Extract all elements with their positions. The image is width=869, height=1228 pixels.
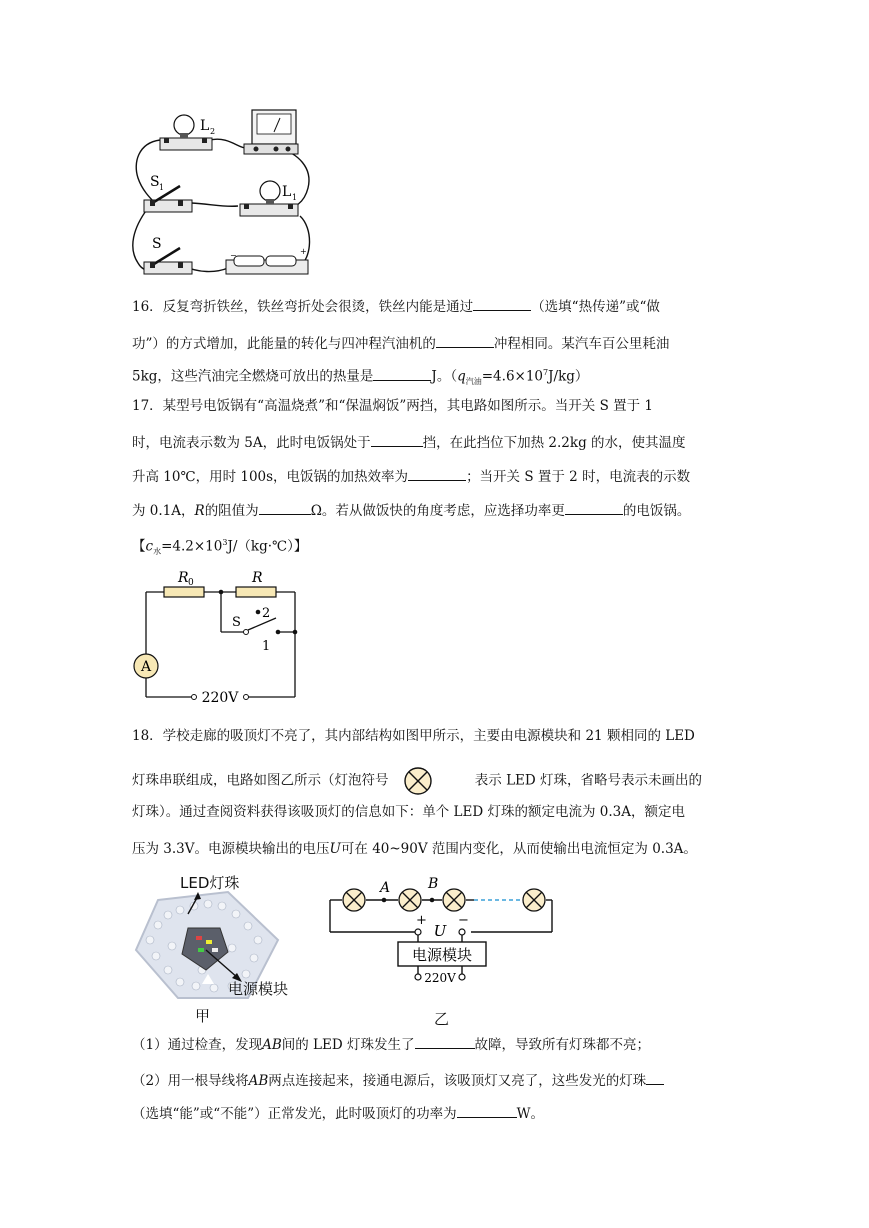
q17-text: ；当开关 S 置于 2 时，电流表的示数: [466, 469, 691, 485]
svg-text:+: +: [300, 247, 307, 256]
q18-blank-1[interactable]: [415, 1034, 475, 1049]
q-symbol: q: [457, 368, 466, 385]
svg-text:−: −: [230, 251, 237, 260]
label-a: A: [380, 880, 391, 896]
q18-text: （2）用一根导线将: [132, 1073, 249, 1089]
q18-text: 表示 LED 灯珠，省略号表示未画出的: [474, 772, 703, 789]
q17-blank-2[interactable]: [408, 466, 466, 481]
q17-circuit-diagram: [128, 566, 308, 708]
q16-line-3: [132, 364, 588, 391]
q18-line-1: [132, 727, 695, 745]
q18-text: 压为 3.3V。电源模块输出的电压: [132, 841, 330, 857]
switch-contact-2: [256, 610, 261, 615]
fig-jia-module-label: 电源模块: [228, 980, 289, 998]
led-lamp-icon: [523, 889, 545, 911]
q17-text: 为 0.1A，: [132, 503, 195, 519]
switch-contact-1: [276, 630, 281, 635]
led-lamp-symbol-icon: [403, 766, 437, 796]
q17-line-5: [132, 534, 307, 561]
led-lamp-icon: [399, 889, 421, 911]
q18-text: 灯珠串联组成，电路如图乙所示（灯泡符号: [132, 772, 389, 789]
c-subscript: 水: [153, 547, 162, 557]
ammeter-icon: [244, 110, 298, 154]
switch-pos-1: 1: [262, 639, 271, 654]
label-plus: +: [416, 913, 427, 928]
ab-symbol: AB: [262, 1037, 282, 1053]
q18-text: （1）通过检查，发现: [132, 1037, 263, 1053]
point-b-dot: [430, 898, 435, 903]
svg-text:1: 1: [292, 193, 298, 202]
junction-dot: [293, 630, 298, 635]
q16-text: 5kg，这些汽油完全燃烧可放出的热量是: [132, 368, 374, 385]
svg-text:L: L: [282, 184, 292, 200]
label-minus: −: [458, 913, 469, 928]
q16-text: （选填“热传递”或“做: [531, 299, 660, 315]
q18-text: 间的 LED 灯珠发生了: [281, 1037, 415, 1053]
q18-text: 可在 40~90V 范围内变化，从而使输出电流恒定为 0.3A。: [340, 841, 697, 857]
terminal: [192, 695, 197, 700]
q17-text: 17．某型号电饭锅有“高温烧煮”和“保温焖饭”两挡，其电路如图所示。当开关 S 置于 1: [132, 398, 653, 414]
voltage-label: 220V: [201, 690, 239, 706]
q18-line-3: [132, 803, 685, 821]
terminal: [244, 695, 249, 700]
voltage-220v-label: 220V: [424, 971, 456, 985]
exponent: 7: [543, 368, 549, 377]
point-a-dot: [382, 898, 387, 903]
resistor-r: [236, 587, 276, 597]
r-symbol: R: [194, 503, 205, 519]
ammeter-label: A: [140, 659, 152, 675]
terminal: [415, 974, 421, 980]
q17-text: =4.2×10: [161, 538, 223, 555]
fig-yi-led-circuit: [326, 872, 558, 1002]
q18-text: （选填“能”或“不能”）正常发光，此时吸顶灯的功率为: [132, 1106, 457, 1122]
terminal: [459, 974, 465, 980]
fig-jia-led-board: [128, 870, 308, 1030]
label-u: U: [433, 922, 447, 940]
q16-text: 功”）的方式增加，此能量的转化与四冲程汽油机的: [132, 336, 436, 352]
q17-blank-3[interactable]: [259, 500, 311, 515]
q-subscript: 汽油: [465, 377, 482, 387]
q16-blank-1[interactable]: [473, 296, 531, 311]
q17-text: J/（kg·℃）】: [227, 538, 308, 555]
svg-text:S: S: [152, 236, 162, 252]
q17-text: 的电饭锅。: [622, 503, 691, 519]
q18-text: 故障，导致所有灯珠都不亮；: [474, 1037, 650, 1053]
q17-text: 挡，在此挡位下加热 2.2kg 的水，使其温度: [422, 435, 686, 451]
q16-line-1: [132, 296, 660, 316]
q18-text: 18．学校走廊的吸顶灯不亮了，其内部结构如图甲所示，主要由电源模块和 21 颗相同的 LED: [132, 728, 695, 744]
q17-text: 的阻值为: [204, 503, 259, 519]
switch-pos-2: 2: [262, 606, 271, 621]
svg-text:1: 1: [159, 183, 165, 192]
q17-blank-4[interactable]: [565, 500, 623, 515]
q17-blank-1[interactable]: [371, 432, 423, 447]
c-symbol: c: [145, 538, 154, 555]
q18-sub-2: [132, 1070, 664, 1090]
r0-label: R: [178, 570, 189, 586]
q16-blank-3[interactable]: [373, 366, 431, 381]
svg-text:L: L: [200, 118, 210, 134]
q18-sub-3: [132, 1103, 544, 1123]
power-module-label: 电源模块: [411, 946, 473, 964]
q16-text: 16．反复弯折铁丝，铁丝弯折处会很烫，铁丝内能是通过: [132, 299, 474, 315]
q18-text: 两点连接起来，接通电源后，该吸顶灯又亮了，这些发光的灯珠: [268, 1073, 647, 1089]
fig-yi-caption: 乙: [434, 1010, 450, 1028]
svg-text:2: 2: [210, 127, 216, 136]
q17-line-2: [132, 432, 686, 452]
fig-jia-caption: 甲: [195, 1007, 211, 1025]
q18-blank-3[interactable]: [457, 1103, 517, 1118]
label-b: B: [428, 876, 439, 892]
battery-icon: [226, 256, 308, 274]
q18-line-4: [132, 840, 697, 858]
q18-line-2: [132, 766, 702, 796]
q17-line-1: [132, 397, 653, 415]
resistor-r0: [164, 587, 204, 597]
q16-line-2: [132, 333, 669, 353]
switch-pivot: [244, 630, 249, 635]
junction-dot: [219, 590, 224, 595]
terminal-plus: [415, 929, 421, 935]
top-circuit-figure: [128, 108, 328, 283]
terminal-minus: [459, 929, 465, 935]
r-label: R: [252, 570, 263, 586]
switch-label: S: [232, 615, 241, 630]
led-lamp-icon: [443, 889, 465, 911]
u-symbol: U: [329, 841, 341, 857]
q16-text: J/kg）: [548, 368, 589, 385]
led-lamp-icon: [343, 889, 365, 911]
q16-text: 冲程相同。某汽车百公里耗油: [493, 336, 670, 352]
q18-text: W。: [516, 1106, 544, 1122]
svg-text:S: S: [150, 174, 160, 190]
q17-text: Ω。若从做饭快的角度考虑，应选择功率更: [310, 503, 565, 519]
exponent: 3: [222, 538, 228, 547]
q17-line-3: [132, 466, 690, 486]
q17-text: 【: [132, 538, 146, 555]
q16-blank-2[interactable]: [436, 333, 494, 348]
q17-line-4: [132, 500, 690, 520]
q17-text: 升高 10℃，用时 100s，电饭锅的加热效率为: [132, 469, 409, 485]
q17-text: 时，电流表示数为 5A，此时电饭锅处于: [132, 435, 371, 451]
q18-text: 灯珠）。通过查阅资料获得该吸顶灯的信息如下：单个 LED 灯珠的额定电流为 0.3A，额定电: [132, 804, 685, 820]
fig-jia-led-label: LED灯珠: [180, 874, 240, 892]
q18-sub-1: [132, 1034, 650, 1054]
q18-blank-2[interactable]: [646, 1070, 664, 1085]
ab-symbol: AB: [248, 1073, 269, 1089]
r0-subscript: 0: [188, 578, 194, 588]
q16-text: =4.6×10: [481, 368, 544, 385]
q16-text: J。（: [431, 368, 458, 385]
